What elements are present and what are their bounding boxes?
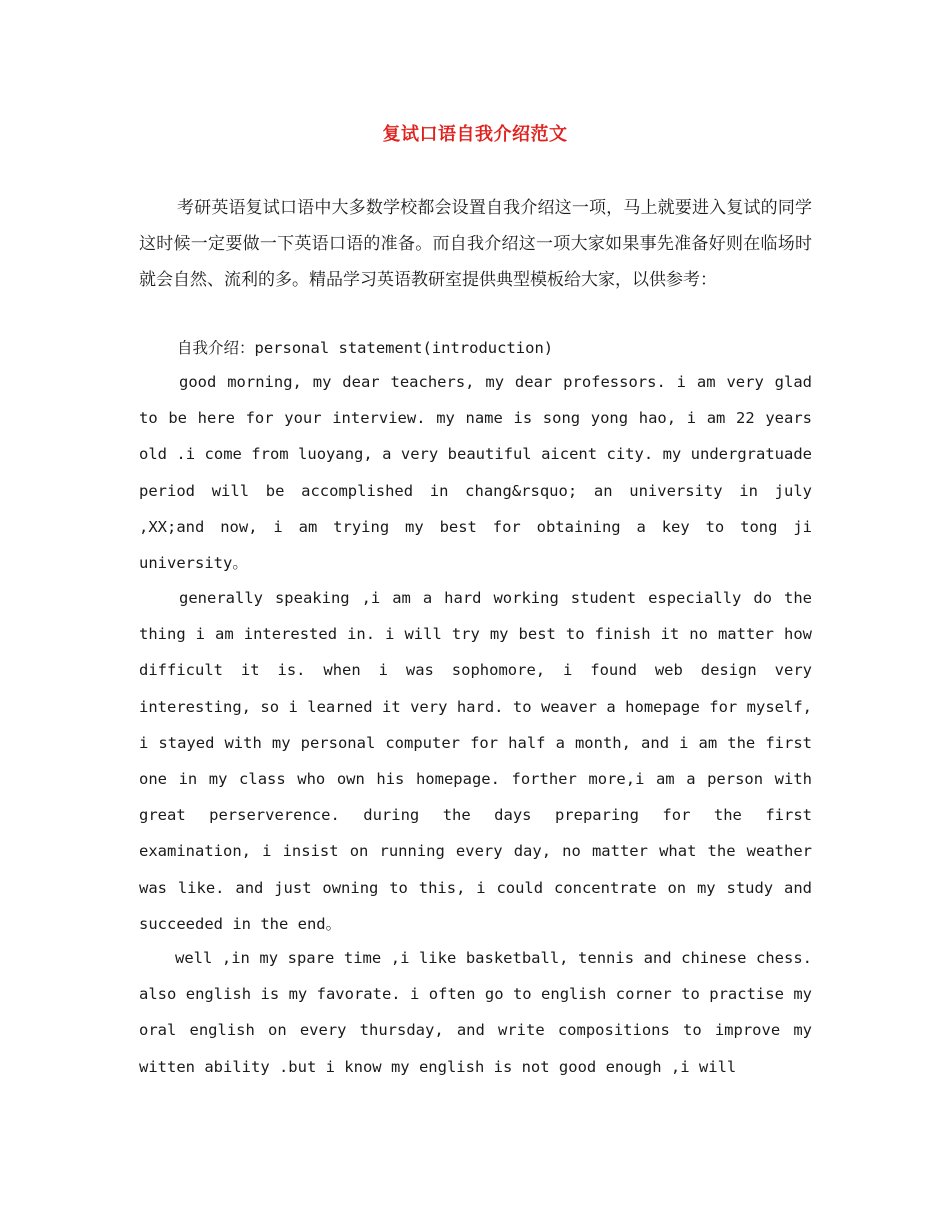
body-paragraph-3: well ,in my spare time ,i like basketball, tennis and chinese chess. also english is my favorate. i often go to english corner to practise my oral english on every thursday, and write compositions to improve my witten ability .but i know my english is not good enough ,i will bbox=[139, 949, 812, 1076]
body-paragraph-2: generally speaking ,i am a hard working student especially do the thing i am interested in. i will try my best to finish it no matter how difficult it is. when i was sophomore, i found web design very interesting, so i learned it very hard. to weaver a homepage for myself, i stayed with my personal computer for half a month, and i am the first one in my class who own his homepage. forther more,i am a person with great perserverence. during the days preparing for the first examination, i insist on running every day, no matter what the weather was like. and just owning to this, i could concentrate on my study and succeeded in the end。 bbox=[139, 589, 812, 933]
section-heading: 自我介绍：personal statement(introduction) bbox=[177, 339, 554, 357]
intro-paragraph: 考研英语复试口语中大多数学校都会设置自我介绍这一项，马上就要进入复试的同学这时候一定要做一下英语口语的准备。而自我介绍这一项大家如果事先准备好则在临场时就会自然、流利的多。精品学习英语教研室提供典型模板给大家，以供参考： bbox=[139, 198, 812, 290]
body-paragraph-1: good morning, my dear teachers, my dear professors. i am very glad to be here for your interview. my name is song yong hao, i am 22 years old .i come from luoyang, a very beautiful aicent city. my undergratuade period will be accomplished in chang&rsquo; an university in july ,XX;and now, i am trying my best for obtaining a key to tong ji university。 bbox=[139, 373, 812, 573]
document-title: 复试口语自我介绍范文 bbox=[382, 124, 568, 145]
